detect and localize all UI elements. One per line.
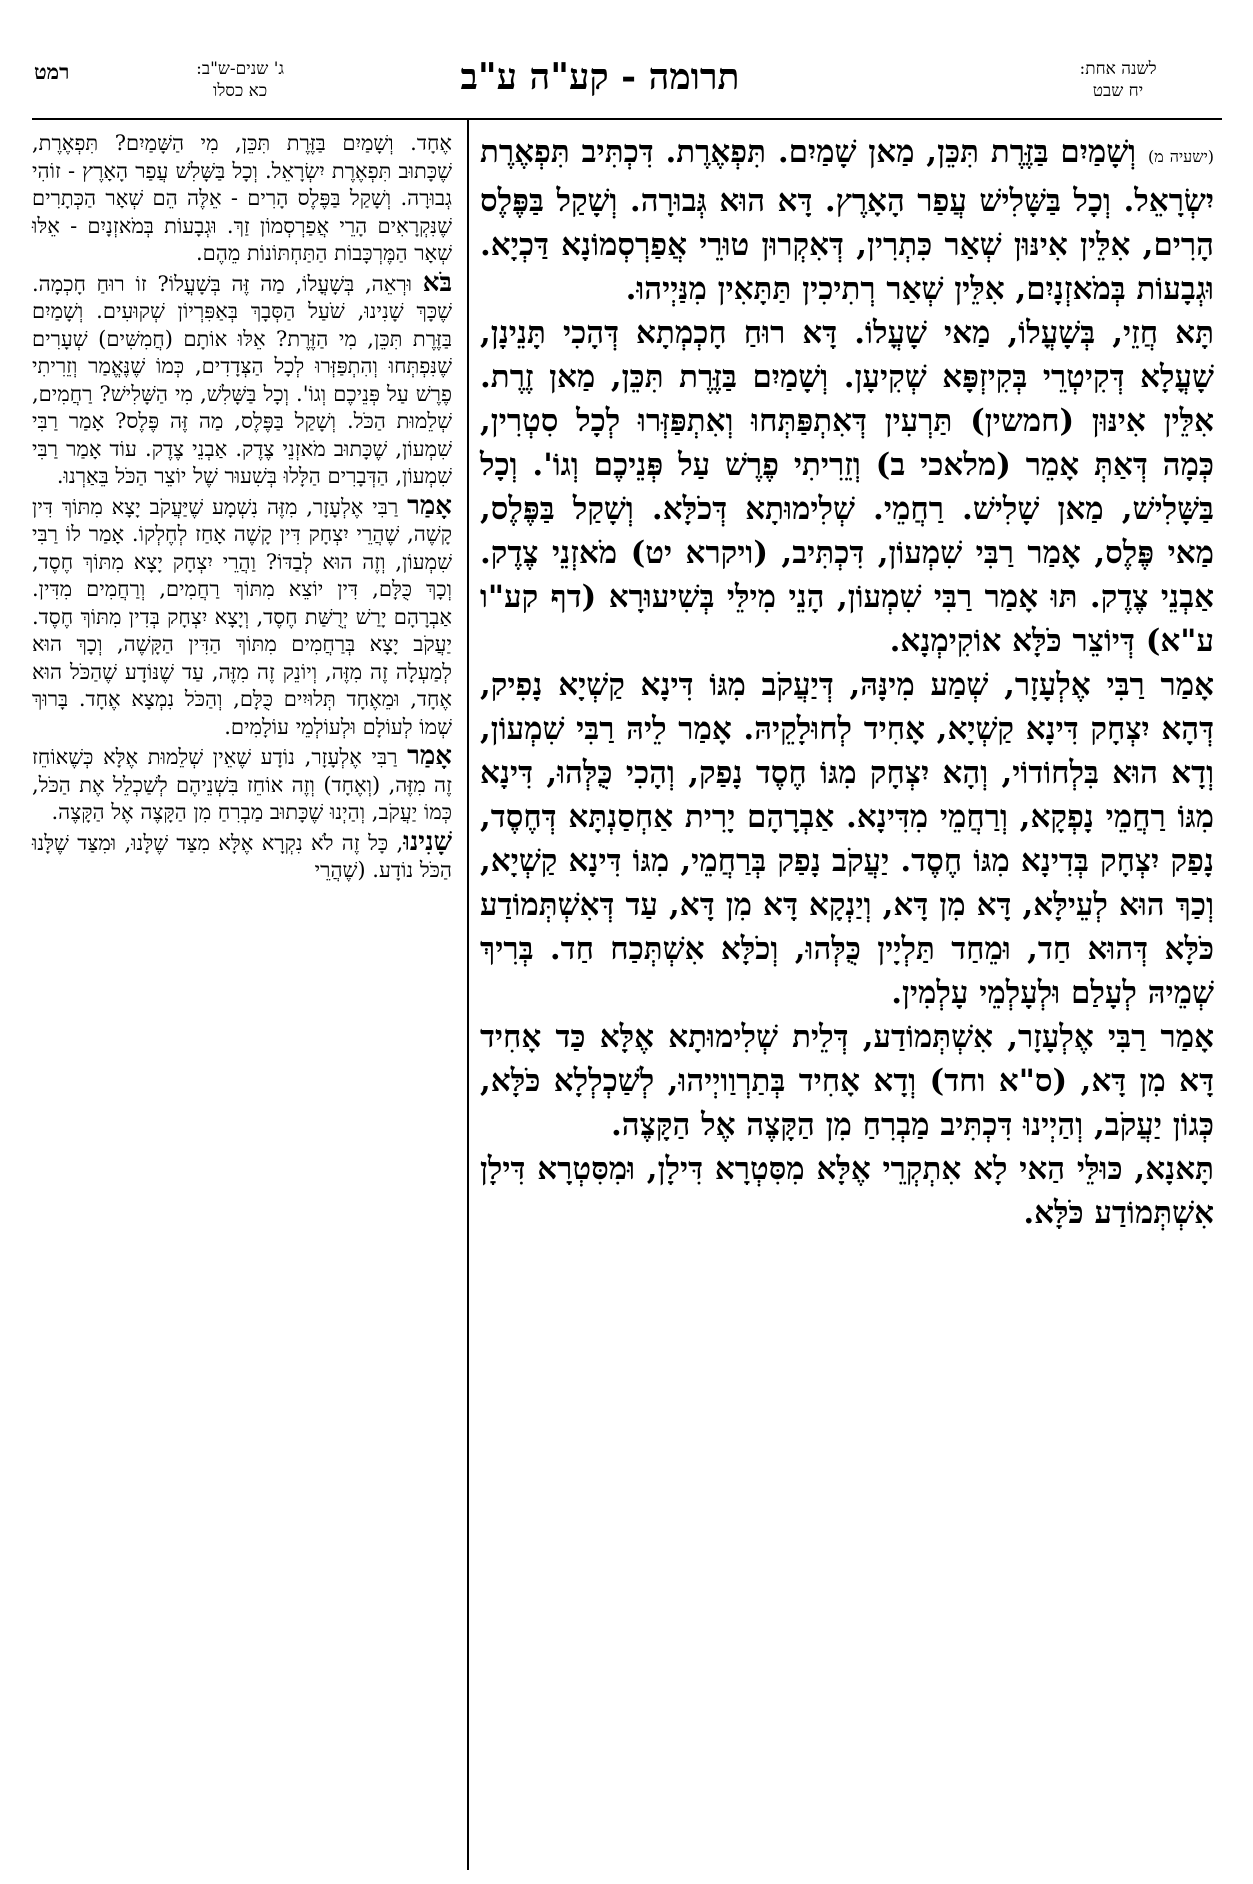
- column-divider: [467, 118, 469, 1870]
- header-right: [1023, 58, 1213, 120]
- main-paragraph-5: [480, 1147, 1214, 1235]
- side-paragraph-1: [32, 130, 452, 268]
- header-left: [34, 58, 314, 120]
- side-paragraph-5-lead: שָׁנִינוּ: [403, 826, 452, 857]
- main-paragraph-4-text: אָמַר רַבִּי אֶלְעָזָר, אִשְׁתְּמוֹדַע, דְּלֵית שְׁלִימוּתָא אֶלָּא כַּד אָחִיד דָּא מִן דָּא, (ס"א וחד) וְדָא אָחִיד בְּתַרְוַויְיהוּ, לְשַׁכְלְלָא כֹּלָּא, כְּגוֹן יַעֲקֹב, וְהַיְינוּ דִּכְתִּיב מַבְרִחַ מִן הַקָּצֶה אֶל הַקָּצֶה.: [480, 1019, 1214, 1143]
- side-paragraph-4: [32, 743, 452, 827]
- verse-reference: (ישעיה מ): [1147, 147, 1215, 166]
- side-paragraph-3-lead: אָמַר: [407, 490, 452, 521]
- side-paragraph-5-text: , כָּל זֶה לֹא נִקְרָא אֶלָּא מִצַּד שֶׁלָּנוּ, וּמִצַּד שֶׁלָּנוּ הַכֹּל נוֹדָע. (שֶׁהֲרֵי: [32, 830, 452, 882]
- main-paragraph-3: [480, 663, 1214, 1015]
- main-paragraph-2: [480, 311, 1214, 663]
- translation-column: [32, 130, 452, 1870]
- side-paragraph-4-text: רַבִּי אֶלְעָזָר, נוֹדָע שֶׁאֵין שְׁלֵמוּת אֶלָּא כְּשֶׁאוֹחֵז זֶה מִזֶּה, (וְאֶחָד) וְזֶה אוֹחֵז בִּשְׁנֵיהֶם לְשַׁכְלֵל אֶת הַכֹּל, כְּמוֹ יַעֲקֹב, וְהַיְנוּ שֶׁכָּתוּב מַבְרִחַ מִן הַקָּצֶה אֶל הַקָּצֶה.: [32, 745, 452, 824]
- header-right-line1: לשנה אחת:: [1079, 59, 1157, 79]
- side-paragraph-2-lead: בֹּא: [422, 267, 452, 298]
- page-number: רמט: [34, 59, 70, 84]
- main-paragraph-1: [480, 130, 1214, 311]
- main-paragraph-2-text: תָּא חֲזֵי, בְּשָׁעֳלוֹ, מַאי שָׁעֳלוֹ. דָּא רוּחַ חָכְמְתָא דְּהָכִי תָּנֵינָן, שָׁעֳלָא דְּקִיטְרֵי בְּקִיזְפָּא שְׁקִיעָן. וְשָׁמַיִם בַּזֶּרֶת תִּכֵּן, מַאן זֶרֶת. אִלֵּין אִינּוּן (חמשין) תַּרְעִין דְּאִתְפַּתְּחוּ וְאִתְפַּזְּרוּ לְכָל סִטְרִין, כְּמָה דְּאַתְּ אָמֵר (מלאכי ב) וְזֵרִיתִי פֶרֶשׁ עַל פְּנֵיכֶם וְגוֹ'. וְכָל בַּשָּׁלִישׁ, מַאן שָׁלִישׁ. רַחֲמֵי. שְׁלִימוּתָא דְּכֹלָּא. וְשָׁקַל בַּפֶּלֶס, מַאי פֶּלֶס, אָמַר רַבִּי שִׁמְעוֹן, דִּכְתִּיב, (ויקרא יט) מֹאזְנֵי צֶדֶק. אַבְנֵי צֶדֶק. תּוּ אָמַר רַבִּי שִׁמְעוֹן, הָנֵי מִילֵּי בְּשִׁיעוּרָא (דף קע"ו ע"א) דְּיוֹצֵר כֹּלָּא אוֹקִימְנָא.: [480, 315, 1214, 659]
- side-paragraph-4-lead: אָמַר: [407, 741, 452, 771]
- main-text-column: [480, 130, 1214, 1870]
- side-paragraph-2-text: וּרְאֵה, בְּשָׁעֳלוֹ, מַה זֶּה בְּשָׁעֳלוֹ? זוֹ רוּחַ חָכְמָה. שֶׁכָּךְ שָׁנִינוּ, שֹׁעַל הַסְּבָךְ בְּאַפִּרְיוֹן שְׁקוּעִים. וְשָׁמַיִם בַּזֶּרֶת תִּכֵּן, מִי הַזֶּרֶת? אֵלּוּ אוֹתָם (חֲמִשִּׁים) שְׁעָרִים שֶׁנִּפְתְּחוּ וְהִתְפַּזְּרוּ לְכָל הַצְּדָדִים, כְּמוֹ שֶׁנֶּאֱמַר וְזֵרִיתִי פֶרֶשׁ עַל פְּנֵיכֶם וְגוֹ'. וְכָל בַּשָּׁלִשׁ, מִי הַשָּׁלִישׁ? רַחֲמִים, שְׁלֵמוּת הַכֹּל. וְשָׁקַל בַּפֶּלֶס, מַה זֶּה פֶּלֶס? אָמַר רַבִּי שִׁמְעוֹן, שֶׁכָּתוּב מֹאזְנֵי צֶדֶק. אַבְנֵי צֶדֶק. עוֹד אָמַר רַבִּי שִׁמְעוֹן, הַדְּבָרִים הַלָּלוּ בְּשִׁעוּר שֶׁל יוֹצֵר הַכֹּל בֵּאַרְנוּ.: [32, 271, 452, 488]
- side-paragraph-5: [32, 826, 452, 885]
- side-paragraph-1-text: אֶחָד. וְשָׁמַיִם בַּזֶּרֶת תִּכֵּן, מִי הַשָּׁמַיִם? תִּפְאֶרֶת, שֶׁכָּתוּב תִּפְאֶרֶת יִשְׂרָאֵל. וְכָל בַּשָּׁלִשׁ עֲפַר הָאָרֶץ - זוֹהִי גְבוּרָה. וְשָׁקַל בַּפֶּלֶס הָרִים - אֵלֶּה הֵם שְׁאָר הַכְּתָרִים שֶׁנִּקְרָאִים הָרֵי אֲפַרְסְמוֹן זַךְ. וּגְבָעוֹת בְּמֹאזְנָיִם - אֵלּוּ שְׁאָר הַמֶּרְכָּבוֹת הַתַּחְתּוֹנוֹת מֵהֶם.: [32, 131, 452, 265]
- main-paragraph-1-text: וְשָׁמַיִם בַּזֶּרֶת תִּכֵּן, מַאן שָׁמַיִם. תִּפְאֶרֶת. דִּכְתִּיב תִּפְאֶרֶת יִשְׂרָאֵל. וְכָל בַּשָּׁלִישׁ עֲפַר הָאָרֶץ. דָּא הוּא גְּבוּרָה. וְשָׁקַל בַּפֶּלֶס הָרִים, אִלֵּין אִינּוּן שְׁאַר כִּתְרִין, דְּאִקְרוּן טוּרֵי אֲפַרְסְמוֹנָא דַּכְיָא. וּגְבָעוֹת בְּמֹאזְנָיִם, אִלֵּין שְׁאַר רְתִיכִין תַּתָּאִין מִנַּיְיהוּ.: [480, 134, 1214, 307]
- header-left-line1: ג' שנים-ש"ב:: [196, 59, 284, 79]
- header-right-line2: יח שבט: [1092, 81, 1144, 101]
- header-left-line2: כא כסלו: [212, 81, 268, 101]
- main-paragraph-4: [480, 1015, 1214, 1147]
- header-rule: [32, 118, 1222, 120]
- page-title: תרומה - קע"ה ע"ב: [460, 56, 740, 98]
- main-paragraph-3-text: אָמַר רַבִּי אֶלְעָזָר, שְׁמַע מִינָּהּ, דְּיַעֲקֹב מִגּוֹ דִּינָא קַשְׁיָא נָפִיק, דְּהָא יִצְחָק דִּינָא קַשְׁיָא, אָחִיד לְחוּלָקֵיהּ. אָמַר לֵיהּ רַבִּי שִׁמְעוֹן, וְדָא הוּא בִּלְחוֹדוֹי, וְהָא יִצְחָק מִגּוֹ חֶסֶד נָפַק, וְהָכִי כֻּלְּהוּ, דִּינָא מִגּוֹ רַחֲמֵי נָפְקָא, וְרַחֲמֵי מִדִּינָא. אַבְרָהָם יָרִית אַחְסַנְתָּא דְּחֶסֶד, נָפַק יִצְחָק בְּדִינָא מִגּוֹ חֶסֶד. יַעֲקֹב נָפַק בְּרַחֲמֵי, מִגּוֹ דִּינָא קַשְׁיָא, וְכַךְ הוּא לְעֵילָּא, דָּא מִן דָּא, וְיַנְקָא דָּא מִן דָּא, עַד דְּאִשְׁתְּמוֹדַע כֹּלָּא דְּהוּא חַד, וּמֵחַד תַּלְיָין כֻּלְּהוּ, וְכֹלָּא אִשְׁתְּכַח חַד. בְּרִיךְ שְׁמֵיהּ לְעָלַם וּלְעָלְמֵי עָלְמִין.: [480, 667, 1214, 1011]
- side-paragraph-3: [32, 490, 452, 742]
- side-paragraph-3-text: רַבִּי אֶלְעָזָר, מִזֶּה נִשְׁמָע שֶׁיַּעֲקֹב יָצָא מִתּוֹךְ דִּין קָשֶׁה, שֶׁהֲרֵי יִצְחָק דִּין קָשֶׁה אָחַז לְחֶלְקוֹ. אָמַר לוֹ רַבִּי שִׁמְעוֹן, וְזֶה הוּא לְבַדּוֹ? וַהֲרֵי יִצְחָק יָצָא מִתּוֹךְ חֶסֶד, וְכָךְ כֻּלָּם, דִּין יוֹצֵא מִתּוֹךְ רַחֲמִים, וְרַחֲמִים מִדִּין. אַבְרָהָם יָרַשׁ יְרֻשַּׁת חֶסֶד, וְיָצָא יִצְחָק בְּדִין מִתּוֹךְ חֶסֶד. יַעֲקֹב יָצָא בְּרַחֲמִים מִתּוֹךְ הַדִּין הַקָּשֶׁה, וְכָךְ הוּא לְמַעְלָה זֶה מִזֶּה, וְיוֹנֵק זֶה מִזֶּה, עַד שֶׁנּוֹדָע שֶׁהַכֹּל הוּא אֶחָד, וּמֵאֶחָד תְּלוּיִים כֻּלָּם, וְהַכֹּל נִמְצָא אֶחָד. בָּרוּךְ שְׁמוֹ לְעוֹלָם וּלְעוֹלְמֵי עוֹלָמִים.: [32, 494, 452, 739]
- main-paragraph-5-text: תָּאנָא, כּוּלֵּי הַאי לָא אִתְקְרֵי אֶלָּא מִסִּטְרָא דִּילָן, וּמִסִּטְרָא דִּילָן אִשְׁתְּמוֹדַע כֹּלָּא.: [480, 1151, 1215, 1231]
- side-paragraph-2: [32, 267, 452, 491]
